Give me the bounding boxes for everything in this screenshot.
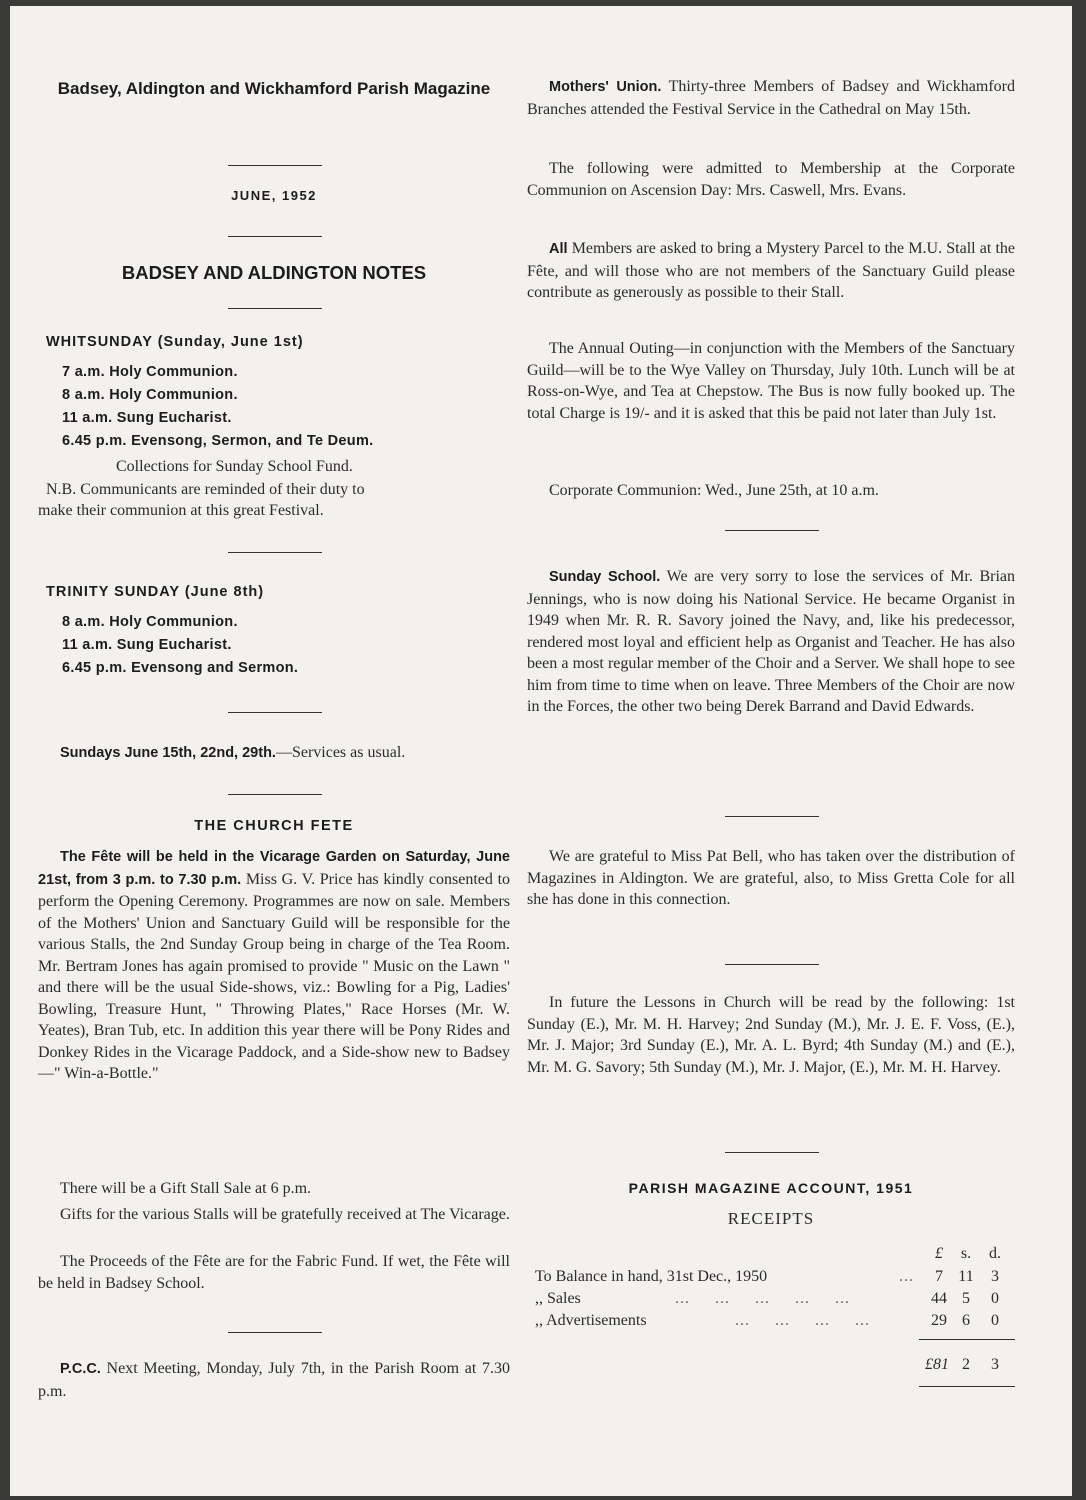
magazine-page: [10, 6, 1072, 1496]
pound-header: £: [935, 1245, 943, 1262]
sunday-school-paragraph: [527, 566, 1015, 718]
account-heading: PARISH MAGAZINE ACCOUNT, 1951: [628, 1180, 914, 1196]
admitted-paragraph: The following were admitted to Membership at the Corporate Communion on Ascension Day: Mrs. Caswell, Mrs. Evans.: [527, 160, 1015, 199]
divider: [725, 1152, 819, 1153]
service-line: 8 a.m. Holy Communion.: [62, 387, 238, 403]
pence-value: 3: [991, 1268, 999, 1285]
account-row: [535, 1290, 1015, 1312]
mystery-parcel-paragraph: [527, 238, 1015, 304]
shilling-header: s.: [960, 1245, 972, 1262]
pcc-lead: P.C.C.: [60, 1361, 101, 1377]
pounds-value: 29: [931, 1312, 947, 1329]
account-total-row: [535, 1356, 1015, 1378]
section-title: BADSEY AND ALDINGTON NOTES: [121, 262, 427, 283]
gift-stall-note: There will be a Gift Stall Sale at 6 p.m.: [60, 1180, 312, 1197]
collections-note: Collections for Sunday School Fund.: [116, 458, 353, 475]
divider: [725, 530, 819, 531]
divider: [228, 712, 322, 713]
pcc-text: Next Meeting, Monday, July 7th, in the Parish Room at 7.30 p.m.: [38, 1360, 511, 1400]
service-line: 8 a.m. Holy Communion.: [62, 614, 238, 630]
pence-header: d.: [989, 1245, 1001, 1262]
fete-lead: The Fête will be held in the Vicarage Garden on Saturday, June 21st, from 3 p.m. to 7.30 p.m.: [38, 849, 510, 888]
all-lead: All: [549, 241, 568, 257]
shillings-total: 2: [962, 1356, 970, 1373]
currency-header-row: [535, 1245, 1015, 1267]
outing-paragraph: The Annual Outing—in conjunction with the Members of the Sanctuary Guild—will be to the Wye Valley on Thursday, July 10th. Lunch will be at Ross-on-Wye, and Tea at Chepstow. The Bus is now fully booked up. The total Charge is 19/- and it is asked that this be paid not later than July 1st.: [527, 340, 1015, 422]
divider: [228, 794, 322, 795]
row-label: To Balance in hand, 31st Dec., 1950: [535, 1268, 768, 1285]
mystery-parcel-text: Members are asked to bring a Mystery Parcel to the M.U. Stall at the Fête, and will those who are not members of the Sanctuary Guild please contribute as generously as possible to their Stall.: [527, 240, 1016, 301]
sunday-school-text: We are very sorry to lose the services of Mr. Brian Jennings, who is now doing his National Service. He became Organist in 1949 when Mr. R. R. Savory joined the Navy, and, like his predecessor, rendered most loyal and efficient help as Organist and Teacher. He has also been a most regular member of the Choir and a Server. We shall hope to see him from time to time when on leave. Three Members of the Choir are now in the Forces, the other two being Derek Barrand and David Edwards.: [527, 568, 1016, 715]
communicants-note: make their communion at this great Festival.: [38, 502, 324, 519]
service-line: 6.45 p.m. Evensong and Sermon.: [62, 660, 299, 676]
shillings-value: 11: [958, 1268, 974, 1285]
divider: [725, 816, 819, 817]
mothers-union-text: Thirty-three Members of Badsey and Wickhamford Branches attended the Festival Service in the Cathedral on May 15th.: [527, 78, 1015, 118]
divider: [228, 236, 322, 237]
sunday-school-lead: Sunday School.: [549, 569, 661, 585]
communicants-note: N.B. Communicants are reminded of their duty to: [46, 481, 365, 498]
pounds-value: 44: [931, 1290, 947, 1307]
divider: [228, 165, 322, 166]
mothers-union-paragraph: [527, 76, 1015, 120]
divider: [228, 308, 322, 309]
trinity-heading: TRINITY SUNDAY (June 8th): [46, 584, 265, 600]
issue-date: JUNE, 1952: [231, 188, 317, 203]
sundays-lead: Sundays June 15th, 22nd, 29th.: [60, 745, 276, 761]
pence-total: 3: [991, 1356, 999, 1373]
proceeds-note: The Proceeds of the Fête are for the Fabric Fund. If wet, the Fête will be held in Badsey School.: [38, 1253, 510, 1292]
gifts-note: Gifts for the various Stalls will be gratefully received at The Vicarage.: [60, 1206, 510, 1223]
shillings-value: 6: [962, 1312, 970, 1329]
shillings-value: 5: [962, 1290, 970, 1307]
row-label: ,, Sales: [535, 1290, 581, 1307]
divider: [725, 964, 819, 965]
leader-dots: ... ... ... ... ...: [675, 1290, 850, 1307]
magazines-paragraph: We are grateful to Miss Pat Bell, who has taken over the distribution of Magazines in Aldington. We are grateful, also, to Miss Gretta Cole for all she has done in this connection.: [527, 848, 1015, 908]
sundays-note: [60, 742, 405, 764]
fete-paragraph: [38, 846, 510, 1085]
pence-value: 0: [991, 1290, 999, 1307]
leader-dots: ... ... ... ...: [735, 1312, 870, 1329]
divider: [228, 552, 322, 553]
magazine-title: Badsey, Aldington and Wickhamford Parish Magazine: [57, 79, 491, 98]
sundays-text: —Services as usual.: [275, 744, 406, 761]
whitsunday-heading: WHITSUNDAY (Sunday, June 1st): [46, 334, 304, 350]
corporate-communion: Corporate Communion: Wed., June 25th, at 10 a.m.: [549, 482, 879, 499]
fete-heading: THE CHURCH FETE: [194, 818, 354, 834]
service-line: 7 a.m. Holy Communion.: [62, 364, 238, 380]
service-line: 11 a.m. Sung Eucharist.: [62, 637, 232, 653]
mothers-union-lead: Mothers' Union.: [549, 79, 662, 95]
divider: [228, 1332, 322, 1333]
account-row: [535, 1268, 1015, 1290]
pounds-value: 7: [935, 1268, 943, 1285]
lessons-paragraph: In future the Lessons in Church will be read by the following: 1st Sunday (E.), Mr. M. H. Harvey; 2nd Sunday (M.), Mr. J. E. F. Voss, (E.), Mr. J. Major; 3rd Sunday (E.), Mr. A. L. Byrd; 4th Sunday (M.) and (E.), Mr. M. G. Savory; 5th Sunday (M.), Mr. J. Major, (E.), Mr. M. H. Harvey.: [527, 994, 1015, 1076]
pcc-note: [38, 1358, 510, 1402]
account-row: [535, 1312, 1015, 1334]
pence-value: 0: [991, 1312, 999, 1329]
row-label: ,, Advertisements: [535, 1312, 647, 1329]
service-line: 11 a.m. Sung Eucharist.: [62, 410, 232, 426]
service-line: 6.45 p.m. Evensong, Sermon, and Te Deum.: [62, 433, 374, 449]
fete-body: Miss G. V. Price has kindly consented to perform the Opening Ceremony. Programmes are now on sale. Members of the Mothers' Union and Sanctuary Guild will be responsible for the various Stalls, the 2nd Sunday Group being in charge of the Tea Room. Mr. Bertram Jones has again promised to provide " Music on the Lawn " and there will be the usual Side-shows, viz.: Bowling for a Pig, Ladies' Bowling, Treasure Hunt, " Throwing Plates," Race Horses (Mr. W. Yeates), Bran Tub, etc. In addition this year there will be Pony Rides and Donkey Rides in the Vicarage Paddock, and a Side-show new to Badsey—" Win-a-Bottle.": [38, 870, 511, 1082]
total-rule: [919, 1339, 1015, 1340]
receipts-heading: RECEIPTS: [727, 1209, 815, 1228]
pounds-total: £81: [925, 1356, 949, 1373]
leader-dots: ...: [899, 1268, 914, 1285]
total-rule: [919, 1386, 1015, 1387]
